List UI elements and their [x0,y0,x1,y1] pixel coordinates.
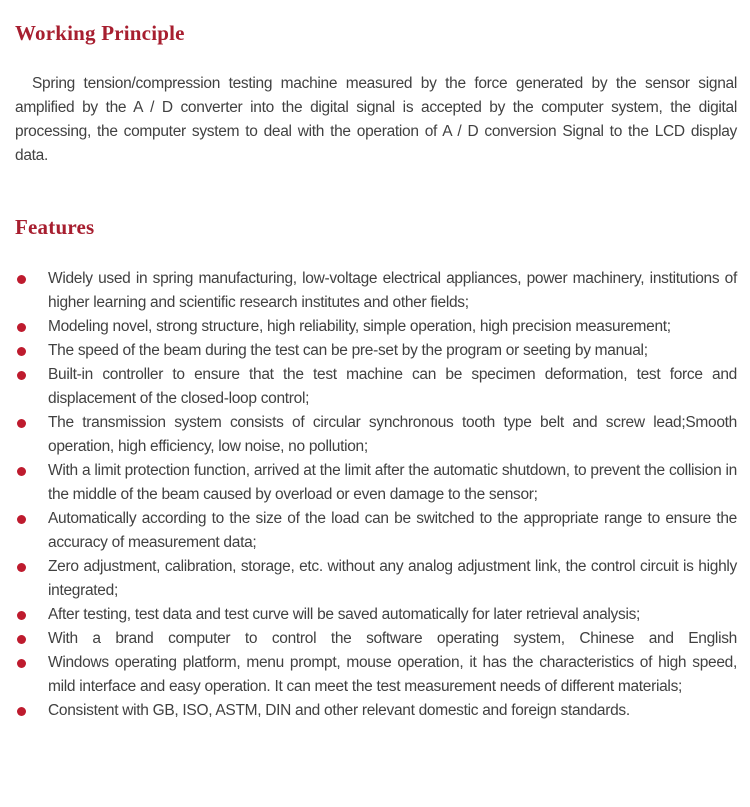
feature-item [15,651,737,699]
feature-item-text: The speed of the beam during the test can be pre-set by the program or seeting by manual; [48,342,648,359]
feature-item-text: After testing, test data and test curve will be saved automatically for later retrieval analysis; [48,606,641,623]
feature-item [15,603,737,627]
feature-item [15,339,737,363]
bullet-icon [17,635,26,644]
feature-item-text: Automatically according to the size of the load can be switched to the appropriate range to ensure the accuracy of measurement data; [48,510,737,551]
working-principle-paragraph: Spring tension/compression testing machine measured by the force generated by the sensor signal amplified by the A / D converter into the digital signal is accepted by the computer system, the digital processing, the computer system to deal with the operation of A / D conversion Signal to the LCD display data. [15,75,737,164]
feature-item-text: Zero adjustment, calibration, storage, etc. without any analog adjustment link, the control circuit is highly integrated; [48,558,737,599]
bullet-icon [17,707,26,716]
feature-item-text: With a brand computer to control the software operating system, Chinese and English [48,630,737,647]
working-principle-section [15,20,737,168]
feature-item [15,555,737,603]
feature-item-text: Modeling novel, strong structure, high reliability, simple operation, high precision measurement; [48,318,671,335]
bullet-icon [17,419,26,428]
feature-item [15,699,737,723]
feature-item [15,267,737,315]
working-principle-heading: Working Principle [15,21,185,45]
bullet-icon [17,659,26,668]
feature-item [15,411,737,459]
bullet-icon [17,371,26,380]
bullet-icon [17,515,26,524]
bullet-icon [17,323,26,332]
feature-item-text: The transmission system consists of circular synchronous tooth type belt and screw lead;Smooth operation, high efficiency, low noise, no pollution; [48,414,737,455]
features-heading: Features [15,215,95,239]
features-section [15,214,737,723]
feature-item-text: Windows operating platform, menu prompt, mouse operation, it has the characteristics of high speed, mild interface and easy operation. It can meet the test measurement needs of different materials; [48,654,737,695]
bullet-icon [17,563,26,572]
bullet-icon [17,347,26,356]
feature-list [15,267,737,723]
feature-item [15,507,737,555]
feature-item [15,363,737,411]
feature-item-text: Widely used in spring manufacturing, low-voltage electrical appliances, power machinery, institutions of higher learning and scientific research institutes and other fields; [48,270,737,311]
feature-item [15,459,737,507]
feature-item-text: With a limit protection function, arrived at the limit after the automatic shutdown, to prevent the collision in the middle of the beam caused by overload or even damage to the sensor; [48,462,737,503]
bullet-icon [17,275,26,284]
bullet-icon [17,467,26,476]
feature-item [15,315,737,339]
feature-item [15,627,737,651]
bullet-icon [17,611,26,620]
feature-item-text: Built-in controller to ensure that the test machine can be specimen deformation, test force and displacement of the closed-loop control; [48,366,737,407]
feature-item-text: Consistent with GB, ISO, ASTM, DIN and other relevant domestic and foreign standards. [48,702,630,719]
